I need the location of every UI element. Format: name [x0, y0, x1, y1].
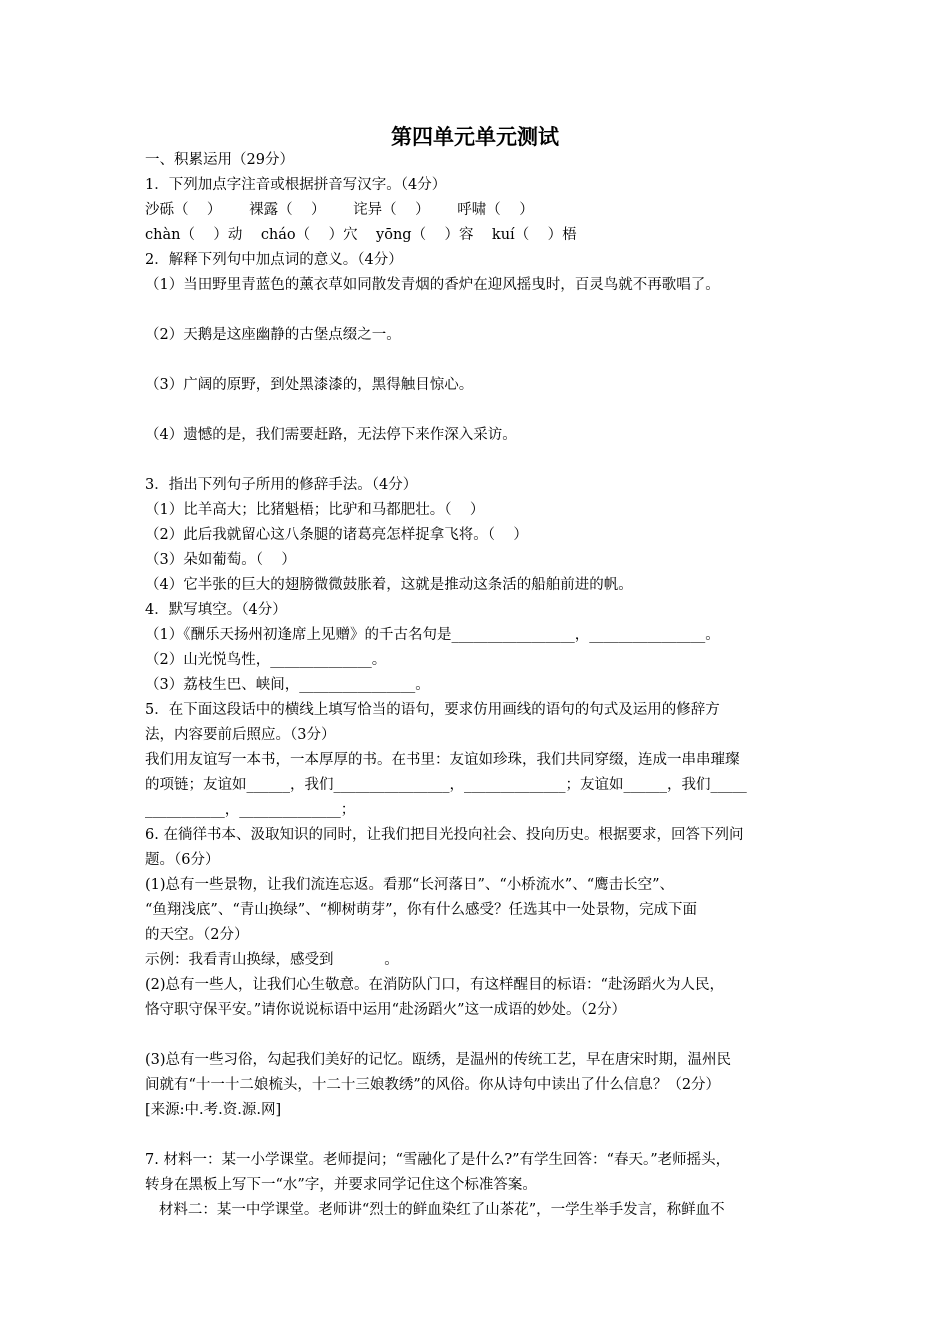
question-6-item-3: (3)总有一些习俗，勾起我们美好的记忆。瓯绣，是温州的传统工艺，早在唐宋时期，温州民: [145, 1052, 732, 1068]
question-3-item-2: （2）此后我就留心这八条腿的诸葛亮怎样捉拿飞将。（ ）: [145, 527, 528, 543]
question-4-item-3: （3）荔枝生巴、峡间，________________。: [145, 677, 430, 693]
question-6-item-2-cont: 恪守职守保平安。”请你说说标语中运用“赴汤蹈火”这一成语的妙处。（2分）: [145, 1002, 626, 1018]
question-2-item-3: （3）广阔的原野，到处黑漆漆的，黑得触目惊心。: [145, 377, 474, 393]
question-7: 7. 材料一：某一小学课堂。老师提问；“雪融化了是什么?”有学生回答：“春天。”老师摇头，: [145, 1152, 731, 1168]
question-6-item-3-cont: 间就有“十一十二娘梳头，十二十三娘教绣”的风俗。你从诗句中读出了什么信息？（2分）: [145, 1077, 721, 1093]
question-6-item-2: (2)总有一些人，让我们心生敬意。在消防队门口，有这样醒目的标语：“赴汤蹈火为人民，: [145, 977, 724, 993]
question-6-cont: 题。（6分）: [145, 852, 220, 868]
question-2-item-2: （2）天鹅是这座幽静的古堡点缀之一。: [145, 327, 401, 343]
question-7-cont: 转身在黑板上写下一“水”字，并要求同学记住这个标准答案。: [145, 1177, 537, 1193]
question-6-item-1: (1)总有一些景物，让我们流连忘返。看那“长河落日”、“小桥流水”、“鹰击长空”、: [145, 877, 675, 893]
question-2: 2．解释下列句中加点词的意义。（4分）: [145, 252, 403, 268]
question-2-item-1: （1）当田野里青蓝色的薰衣草如同散发青烟的香炉在迎风摇曳时，百灵鸟就不再歌唱了。: [145, 277, 720, 293]
question-1-pinyin-row-1: 沙砾（ ） 裸露（ ） 诧异（ ） 呼啸（ ）: [145, 202, 534, 218]
question-6: 6. 在徜徉书本、汲取知识的同时，让我们把目光投向社会、投向历史。根据要求，回答下列问: [145, 827, 744, 843]
question-4: 4．默写填空。（4分）: [145, 602, 287, 618]
question-5-passage-3: ___________，______________；: [145, 802, 356, 818]
question-6-item-1-cont: “鱼翔浅底”、“青山换绿”、“柳树萌芽”，你有什么感受？任选其中一处景物，完成下面: [145, 902, 697, 918]
question-6-example: 示例：我看青山换绿，感受到 。: [145, 952, 399, 968]
question-5-passage-1: 我们用友谊写一本书，一本厚厚的书。在书里：友谊如珍珠，我们共同穿缀，连成一串串璀璨: [145, 752, 740, 768]
question-5-cont: 法，内容要前后照应。（3分）: [145, 727, 336, 743]
question-3-item-4: （4）它半张的巨大的翅膀微微鼓胀着，这就是推动这条活的船舶前进的帆。: [145, 577, 633, 593]
question-1-pinyin-row-2: chàn（ ）动 cháo（ ）穴 yōng（ ）容 kuí（ ）梧: [145, 227, 577, 243]
question-1: 1．下列加点字注音或根据拼音写汉字。（4分）: [145, 177, 447, 193]
question-2-item-4: （4）遗憾的是，我们需要赶路，无法停下来作深入采访。: [145, 427, 517, 443]
question-7-material-2: 材料二：某一中学课堂。老师讲“烈士的鲜血染红了山茶花”，一学生举手发言，称鲜血不: [145, 1202, 725, 1218]
question-3-item-3: （3）朵如葡萄。（ ）: [145, 552, 296, 568]
question-3: 3．指出下列句子所用的修辞手法。（4分）: [145, 477, 418, 493]
document-title: 第四单元单元测试: [391, 124, 559, 149]
question-4-item-2: （2）山光悦鸟性，______________。: [145, 652, 387, 668]
question-5-passage-2: 的项链；友谊如______，我们________________，______________；友谊如______，我们_____: [145, 777, 747, 793]
question-6-item-1-end: 的天空。（2分）: [145, 927, 249, 943]
source-note: [来源:中.考.资.源.网]: [145, 1102, 282, 1118]
section-heading: 一、积累运用（29分）: [145, 152, 294, 168]
question-5: 5．在下面这段话中的横线上填写恰当的语句，要求仿用画线的语句的句式及运用的修辞方: [145, 702, 720, 718]
question-4-item-1: （1）《酬乐天扬州初逢席上见赠》的千古名句是_________________，________________。: [145, 627, 720, 643]
question-3-item-1: （1）比羊高大；比猪魁梧；比驴和马都肥壮。（ ）: [145, 502, 485, 518]
